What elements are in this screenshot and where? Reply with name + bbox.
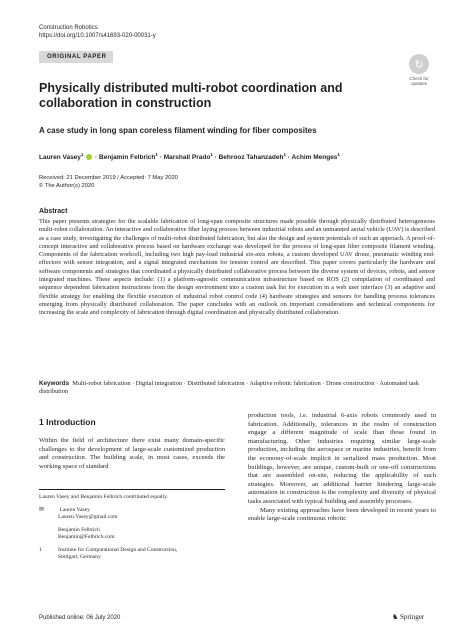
publisher-logo — [392, 613, 424, 621]
doi-link[interactable]: https://doi.org/10.1007/s41693-020-00031-y — [39, 33, 156, 39]
keywords-text: Multi-robot fabrication · Digital integration · Distributed fabrication · Adaptive robotic fabrication · Drone construction · Automated task distribution — [39, 380, 420, 396]
affiliation-line: Institute for Computational Design and Construction, — [58, 547, 178, 553]
springer-horse-icon: ♞ — [392, 613, 399, 621]
article-dates — [39, 175, 178, 190]
intro-left-text: Within the field of architecture there exist many domain-specific challenges to the development of large-scale customized production and construction. The building scale, in most cases, exceeds the working space of standard — [39, 437, 225, 470]
check-updates-label: Check for updates — [409, 76, 429, 86]
refresh-icon: ↻ — [409, 54, 429, 74]
paper-title: Physically distributed multi-robot coordination and collaboration in construction — [39, 81, 343, 110]
received-accepted: Received: 21 December 2019 / Accepted: 7 May 2020 — [39, 175, 178, 181]
intro-paragraph: production tools, i.e. industrial 6-axis robots commonly used in fabrication. Additionally, tolerances in the realm of construction engage a different magnitude of scale than those found in manufacturing. Other industries requiring similar large-scale production, including the aerospace or marine industries, benefit from the economy-of-scale implicit in serialized mass production. Most buildings, however, are unique, custom-built or one-off constructions that are assembled on-site, reducing the applicability of such strategies. Moreover, an additional barrier hindering large-scale automation in construction is the complexity and diversity of physical tasks associated with typical building and assembly processes. — [248, 412, 436, 505]
contact-email[interactable]: Lauren.Vasey@gmail.com — [58, 514, 118, 520]
author-name[interactable]: Lauren Vasey — [39, 154, 81, 162]
author-list: Lauren Vasey$^1$ · Benjamin Felbrich$^1$ · Marshall Prado$^1$ · Behrooz Tahanzadeh$^1$ · Achim Menges$^1$ — [39, 152, 340, 162]
contact-name: Benjamin Felbrich — [58, 527, 100, 533]
author-name[interactable]: Achim Menges — [291, 154, 338, 162]
orcid-icon[interactable] — [86, 154, 92, 160]
affiliation-line: Stuttgart, Germany — [58, 554, 101, 560]
intro-right-column — [248, 412, 436, 524]
keywords-label: Keywords — [39, 380, 70, 387]
mail-icon: ✉ — [39, 507, 45, 513]
contact-block — [39, 507, 225, 561]
author-name[interactable]: Benjamin Felbrich — [99, 154, 156, 162]
intro-paragraph: Many existing approaches have been developed in recent years to enable large-scale continuous robotic — [248, 506, 436, 523]
contribution-note: Lauren Vasey and Benjamin Felbrich contributed equally. — [39, 494, 168, 500]
contact-name: Lauren Vasey — [59, 507, 90, 513]
abstract-text: This paper presents strategies for the scalable fabrication of long-span composite structures made possible through physically distributed heterogeneous multi-robot collaboration. An interactive and collaborative fiber laying process between industrial robots and an unmanned aerial vehicle (UAV) is described as a case study, investigating the challenges of multi-robot distributed fabrication, but also the design and system potentials of such an approach. A proof-of-concept interactive and collaborative process based on hardware exchange was developed for the process of long-span fiber composite filament winding. Components of the fabrication workcell, including two high pay-load industrial six-axis robots, a custom developed UAV drone, pneumatic winding end-effectors with sensor integration, and a signal integrated mechanism for tension control are described. This paper covers particularly the hardware and software components and strategies that coordinated a physically distributed collaborative process between the diverse system of devices, robots, and sensor integrated machines. These aspects include: (1) a platform-agnostic communication infrastructure based on ROS (2) compilation of coordinated and sequence dependent fabrication instructions from the design environment into a custom task list for execution in a web user interface (3) an adaptive and flexible strategy for enabling the flexible execution of industrial robot control code (4) hardware strategies and sensors for handling process tolerances emerging from physically distributed collaboration. The paper concludes with an outlook on important considerations and technical components for increasing the scale and complexity of fabrication through digital coordination and physically distributed collaboration. — [39, 218, 435, 317]
author-name[interactable]: Marshall Prado — [163, 154, 211, 162]
publisher-name: Springer — [400, 613, 425, 621]
published-date: Published online: 06 July 2020 — [39, 615, 121, 621]
paper-subtitle: A case study in long span coreless filament winding for fiber composites — [39, 126, 317, 135]
footnote-divider — [39, 489, 225, 490]
section-heading: 1 Introduction — [39, 417, 96, 427]
affiliation-number: 1 — [39, 547, 42, 553]
keywords — [39, 380, 435, 397]
abstract-heading: Abstract — [39, 208, 68, 215]
journal-name: Construction Robotics — [39, 25, 98, 31]
copyright: © The Author(s) 2020 — [39, 182, 95, 189]
author-name[interactable]: Behrooz Tahanzadeh — [218, 154, 284, 162]
journal-header — [39, 24, 156, 40]
contact-email[interactable]: Benjamin@Felbrich.com — [58, 534, 115, 540]
article-type-badge: ORIGINAL PAPER — [39, 51, 113, 63]
